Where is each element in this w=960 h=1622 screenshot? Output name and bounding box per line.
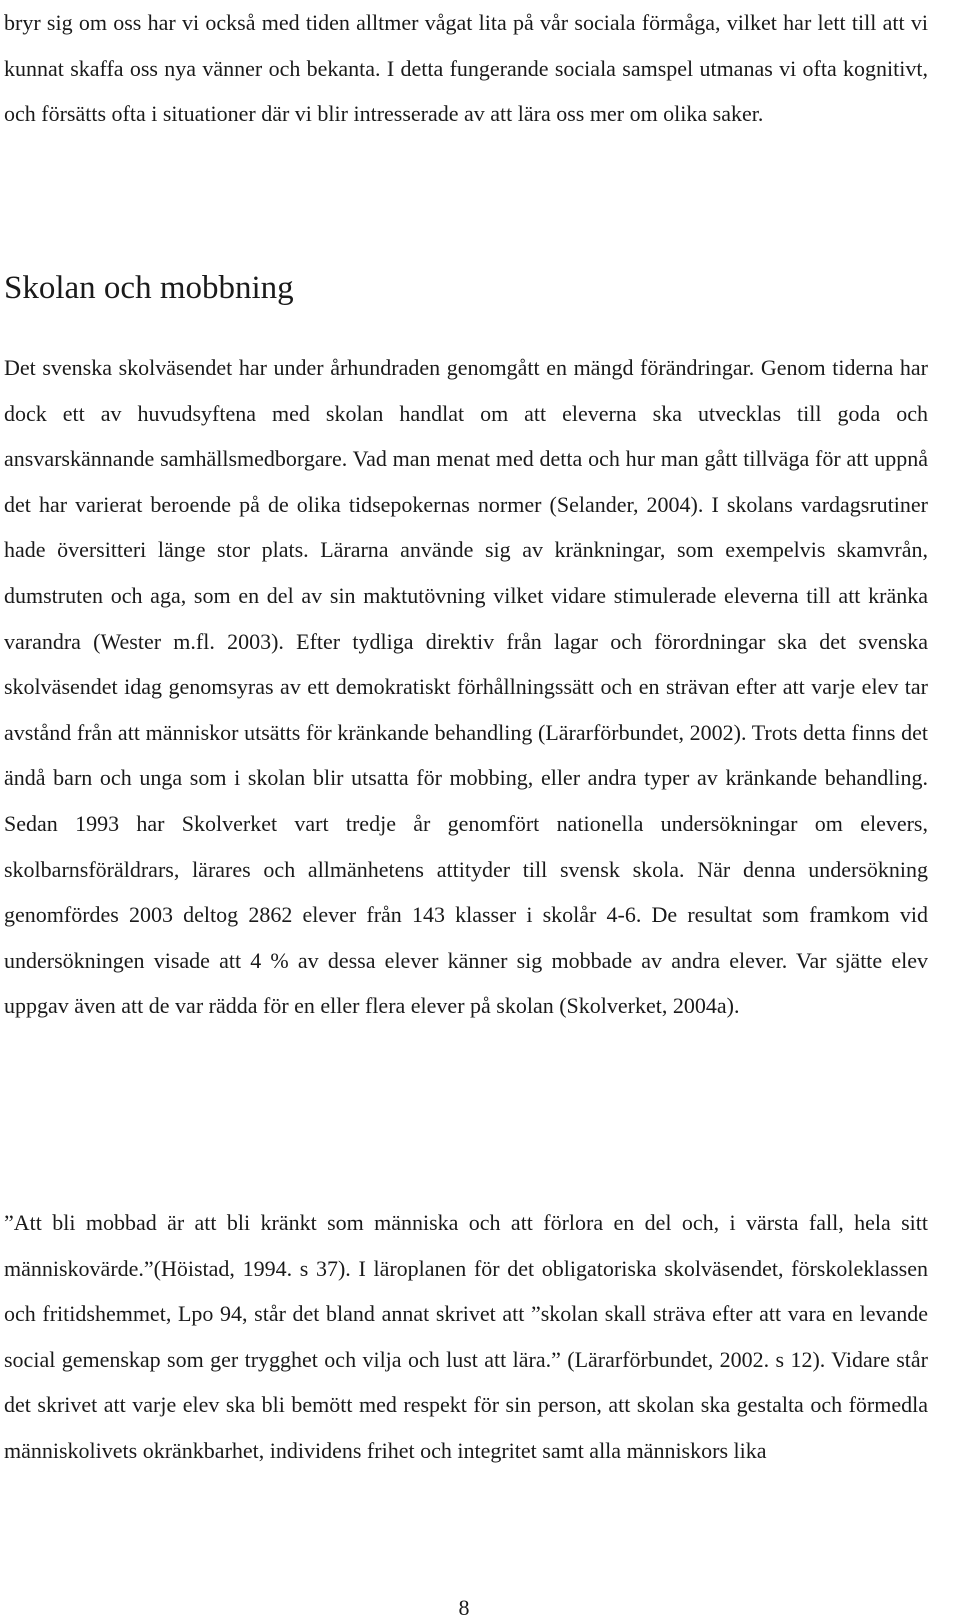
intro-paragraph: bryr sig om oss har vi också med tiden alltmer vågat lita på vår sociala förmåga, vilket har lett till att vi kunnat skaffa oss nya vänner och bekanta. I detta fungerande sociala samspel utmanas vi ofta kognitivt, och försätts ofta i situationer där vi blir intresserade av att lära oss mer om olika saker.: [4, 10, 928, 127]
quote-paragraph: ”Att bli mobbad är att bli kränkt som människa och att förlora en del och, i värsta fall, hela sitt människovärde.”(Höistad, 1994. s 37). I läroplanen för det obligatoriska skolväsendet, förskoleklassen och fritidshemmet, Lpo 94, står det bland annat skrivet att ”skolan skall sträva efter att vara en levande social gemenskap som ger trygghet och vilja och lust att lära.” (Lärarförbundet, 2002. s 12). Vidare står det skrivet att varje elev ska bli bemött med respekt för sin person, att skolan ska gestalta och förmedla människolivets okränkbarhet, individens frihet och integritet samt alla människors lika: [4, 1210, 928, 1463]
body-paragraph: Det svenska skolväsendet har under århundraden genomgått en mängd förändringar. Genom tiderna har dock ett av huvudsyftena med skolan handlat om att eleverna ska utvecklas till goda och ansvarskännande samhällsmedborgare. Vad man menat med detta och hur man gått tillväga för att uppnå det har varierat beroende på de olika tidsepokernas normer (Selander, 2004). I skolans vardagsrutiner hade översitteri länge stor plats. Lärarna använde sig av kränkningar, som exempelvis skamvrån, dumstruten och aga, som en del av sin maktutövning vilket vidare stimulerade eleverna till att kränka varandra (Wester m.fl. 2003). Efter tydliga direktiv från lagar och förordningar ska det svenska skolväsendet idag genomsyras av ett demokratiskt förhållningssätt och en strävan efter att varje elev tar avstånd från att människor utsätts för kränkande behandling (Lärarförbundet, 2002). Trots detta finns det ändå barn och unga som i skolan blir utsatta för mobbing, eller andra typer av kränkande behandling. Sedan 1993 har Skolverket vart tredje år genomfört nationella undersökningar om elevers, skolbarnsföräldrars, lärares och allmänhetens attityder till svensk skola. När denna undersökning genomfördes 2003 deltog 2862 elever från 143 klasser i skolår 4-6. De resultat som framkom vid undersökningen visade att 4 % av dessa elever känner sig mobbade av andra elever. Var sjätte elev uppgav även att de var rädda för en eller flera elever på skolan (Skolverket, 2004a).: [4, 355, 928, 1019]
section-heading: Skolan och mobbning: [4, 270, 294, 306]
page-number: 8: [458, 1595, 470, 1620]
